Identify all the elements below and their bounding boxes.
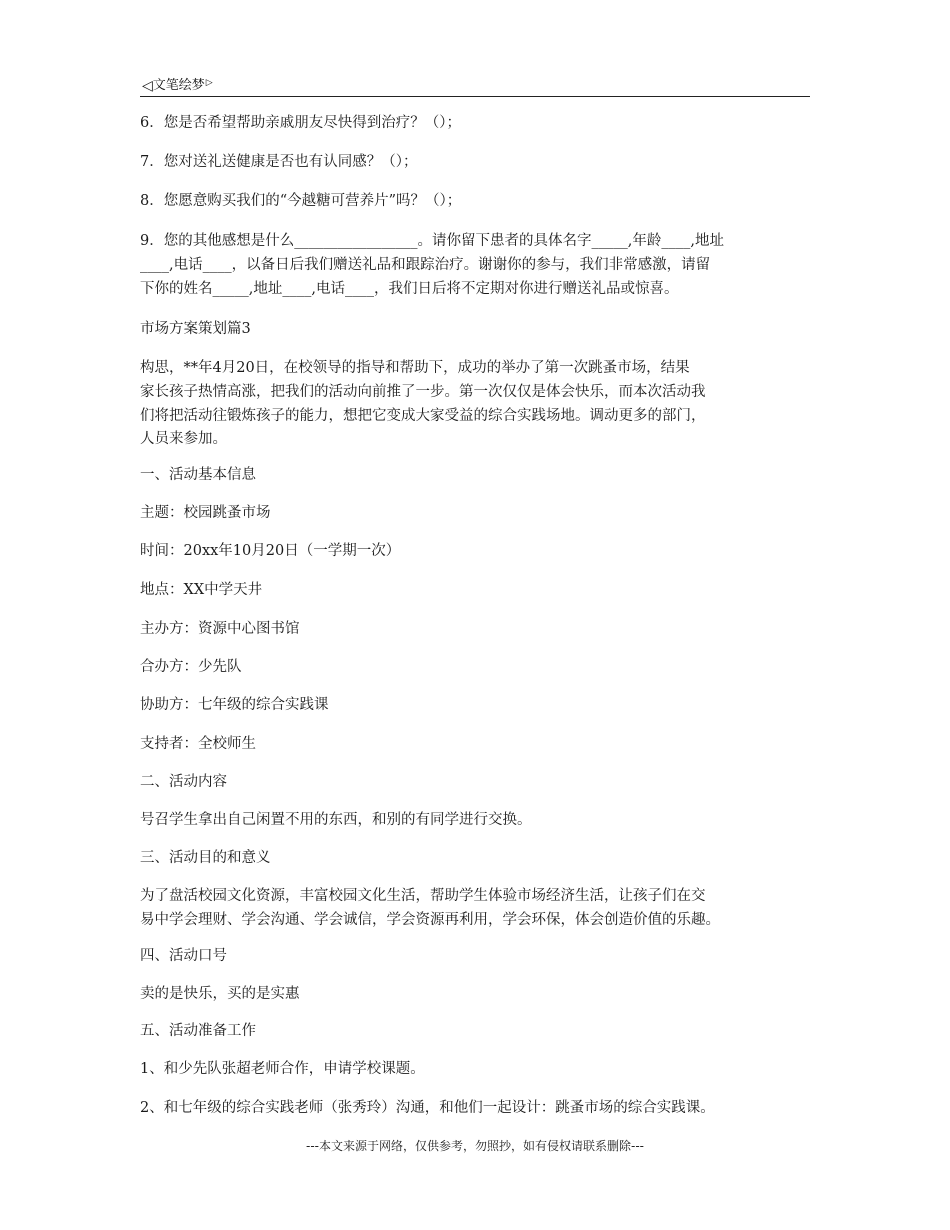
heading-basic-info: 一、活动基本信息	[140, 467, 256, 483]
header-title: 文笔绘梦	[152, 78, 205, 93]
left-triangle-icon: ◁	[142, 78, 153, 94]
info-co-host: 合办方：少先队	[140, 659, 242, 675]
header-title-group	[142, 74, 213, 94]
question-8: 8．您愿意购买我们的“今越糖可营养片”吗？（）；	[140, 193, 462, 209]
heading-content: 二、活动内容	[140, 774, 227, 790]
intro-line-3: 们将把活动往锻炼孩子的能力，想把它变成大家受益的综合实践场地。调动更多的部门，	[140, 408, 706, 424]
question-9-line-1: 9．您的其他感想是什么_________________。请你留下患者的具体名字_____,年龄____,地址	[140, 233, 724, 249]
page-header	[140, 74, 810, 97]
right-triangle-icon: ▷	[205, 78, 213, 88]
question-7: 7．您对送礼送健康是否也有认同感？（）；	[140, 154, 418, 170]
page-footer: ---本文来源于网络，仅供参考，勿照抄，如有侵权请联系删除---	[306, 1139, 644, 1153]
preparation-item-1: 1、和少先队张超老师合作，申请学校课题。	[140, 1061, 425, 1077]
question-9-line-3: 下你的姓名_____,地址____,电话____，我们日后将不定期对你进行赠送礼品或惊喜。	[140, 281, 679, 297]
info-supporter: 支持者：全校师生	[140, 736, 256, 752]
section-title: 市场方案策划篇3	[140, 321, 251, 337]
intro-line-4: 人员来参加。	[140, 431, 227, 447]
question-6: 6．您是否希望帮助亲戚朋友尽快得到治疗？（）；	[140, 115, 461, 131]
info-location: 地点：XX中学天井	[140, 582, 263, 598]
info-assist: 协助方：七年级的综合实践课	[140, 697, 329, 713]
info-theme: 主题：校园跳蚤市场	[140, 505, 271, 521]
info-time: 时间：20xx年10月20日（一学期一次）	[140, 543, 401, 559]
purpose-line-2: 易中学会理财、学会沟通、学会诚信，学会资源再利用，学会环保，体会创造价值的乐趣。	[140, 912, 720, 928]
question-9-line-2: ____,电话____，以备日后我们赠送礼品和跟踪治疗。谢谢你的参与，我们非常感激，请留	[140, 257, 711, 273]
content-text: 号召学生拿出自己闲置不用的东西，和别的有同学进行交换。	[140, 812, 532, 828]
intro-line-2: 家长孩子热情高涨，把我们的活动向前推了一步。第一次仅仅是体会快乐，而本次活动我	[140, 384, 706, 400]
heading-preparation: 五、活动准备工作	[140, 1023, 256, 1039]
preparation-item-2: 2、和七年级的综合实践老师（张秀玲）沟通，和他们一起设计：跳蚤市场的综合实践课。	[140, 1100, 715, 1116]
intro-line-1: 构思，**年4月20日，在校领导的指导和帮助下，成功的举办了第一次跳蚤市场，结果	[140, 360, 690, 376]
slogan-text: 卖的是快乐，买的是实惠	[140, 986, 300, 1002]
heading-slogan: 四、活动口号	[140, 948, 227, 964]
heading-purpose: 三、活动目的和意义	[140, 850, 271, 866]
info-host: 主办方：资源中心图书馆	[140, 621, 300, 637]
purpose-line-1: 为了盘活校园文化资源，丰富校园文化生活，帮助学生体验市场经济生活，让孩子们在交	[140, 888, 706, 904]
